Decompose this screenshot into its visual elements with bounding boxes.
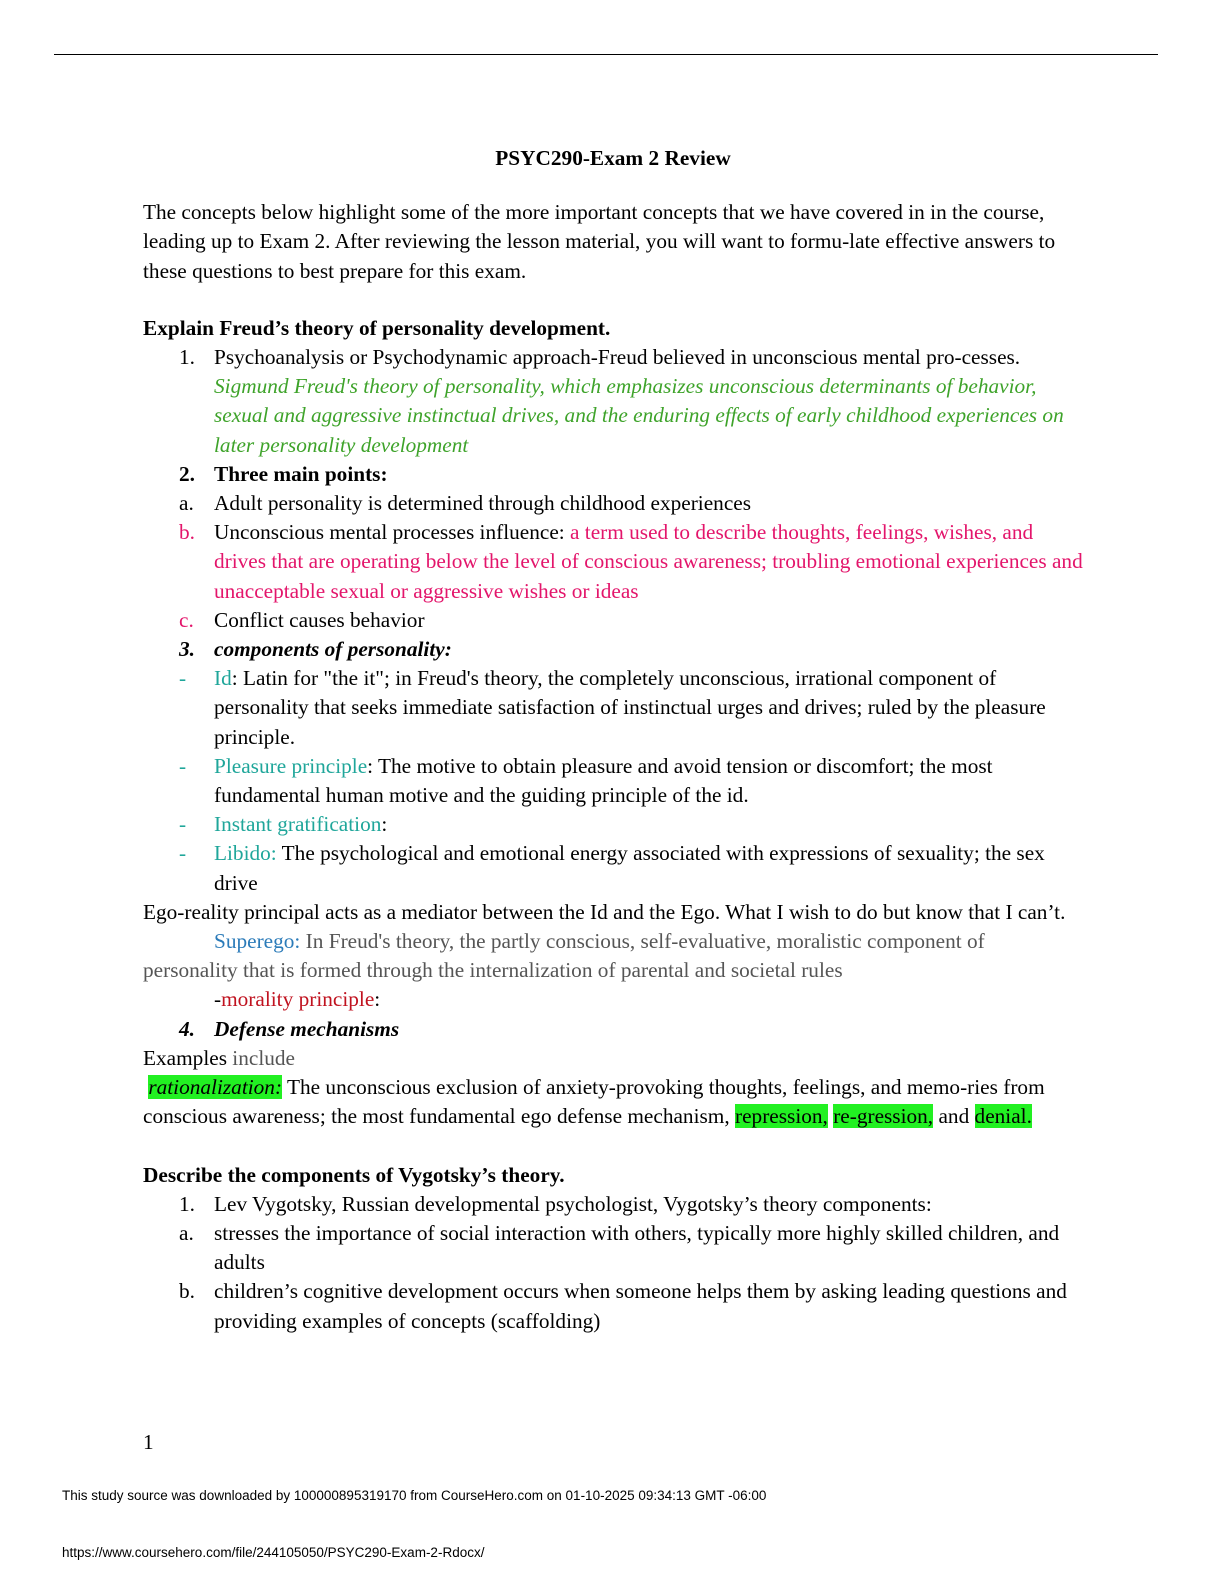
examples-line [143,1044,1083,1073]
unconscious-definition: a term used to describe thoughts, feelings, wishes, and drives that are operating below the level of conscious awareness; troubling emotional experiences and unacceptable sexual or aggressive wishes or ideas [214,520,1083,603]
list-item [143,664,1083,752]
section-heading-vygotsky: Describe the components of Vygotsky’s theory. [143,1162,565,1187]
term-instant-gratification: Instant gratification [214,812,382,837]
definition-instant-gratification: : [381,812,388,837]
definition-repression: The unconscious exclusion of anxiety-provoking thoughts, feelings, and memo-ries from conscious awareness; the most fundamental ego defense mechanism, [143,1075,1045,1129]
list-marker: a. [179,1220,194,1245]
term-id: Id [214,666,232,691]
list-marker: - [179,666,187,691]
list-item-text: components of personality: [214,637,452,662]
list-item [143,518,1083,606]
definition-libido: The psychological and emotional energy associated with expressions of sexuality; the sex drive [214,841,1045,895]
list-item-text: Unconscious mental processes influence: [214,520,565,545]
list-item [143,1015,1083,1044]
term-morality-principle: morality principle [221,987,375,1012]
term-pleasure-principle: Pleasure principle [214,753,368,778]
list-item [143,810,1083,839]
list-marker: 3. [179,637,195,662]
superego-paragraph [143,927,1083,985]
examples-label: Examples [143,1045,227,1070]
list-item-text: children’s cognitive development occurs when someone helps them by asking leading questions and providing examples of concepts (scaffolding) [214,1279,1067,1333]
list-item [143,460,1083,489]
term-rationalization: rationalization: [148,1075,283,1100]
ego-paragraph: Ego-reality principal acts as a mediator between the Id and the Ego. What I wish to do but know that I can’t. [143,899,1066,924]
list-marker: 1. [179,1191,195,1216]
section-heading-freud: Explain Freud’s theory of personality development. [143,315,611,340]
list-item [143,1190,1083,1219]
list-marker: - [179,753,187,778]
list-marker: 1. [179,345,195,370]
defense-mechanisms-paragraph [143,1073,1083,1131]
list-item [143,1277,1083,1335]
list-item [143,635,1083,664]
list-item-text: Conflict causes behavior [214,607,425,632]
list-item-text: Defense mechanisms [214,1016,400,1041]
morality-dash: - [214,987,222,1012]
morality-line [143,985,1083,1014]
list-item [143,1219,1083,1277]
list-marker: a. [179,491,194,516]
list-item [143,489,1083,518]
list-item [143,752,1083,810]
list-item-text: Psychoanalysis or Psychodynamic approach-Freud believed in unconscious mental pro-cesses. [214,345,1021,370]
list-item-text: Adult personality is determined through childhood experiences [214,491,752,516]
highlight-repression: repression, [735,1104,828,1129]
definition-superego: In Freud's theory, the partly conscious, self-evaluative, moralistic component of personality that is formed through the internalization of parental and societal rules [143,929,985,983]
list-item-text: stresses the importance of social interaction with others, typically more highly skilled children, and adults [214,1220,1060,1275]
intro-paragraph: The concepts below highlight some of the more important concepts that we have covered in in the course, leading up to Exam 2. After reviewing the lesson material, you will want to formu-late effective answers to these questions to best prepare for this exam. [143,200,1056,283]
examples-include: include [226,1045,295,1070]
footer-url-link[interactable]: https://www.coursehero.com/file/244105050/PSYC290-Exam-2-Rdocx/ [62,1545,485,1560]
definition-id: : Latin for "the it"; in Freud's theory, the completely unconscious, irrational component of personality that seeks immediate satisfaction of instinctual urges and drives; ruled by the pleasure principle. [214,666,1046,749]
term-libido: Libido: [214,841,277,866]
highlight-denial: denial. [974,1104,1032,1129]
and-text: and [933,1104,975,1129]
footer-source-text: This study source was downloaded by 100000895319170 from CourseHero.com on 01-10-2025 09:34:13 GMT -06:00 [62,1488,767,1503]
top-rule [54,54,1158,55]
list-item-text: Lev Vygotsky, Russian developmental psychologist, Vygotsky’s theory components: [214,1191,932,1216]
list-item-text: Three main points: [214,461,388,486]
page-number: 1 [143,1430,154,1454]
freud-theory-note: Sigmund Freud's theory of personality, which emphasizes unconscious determinants of behavior, sexual and aggressive instinctual drives, and the enduring effects of early childhood experiences on later personality development [214,374,1064,457]
morality-colon: : [374,987,381,1012]
list-marker: - [179,812,187,837]
list-item [143,343,1083,460]
list-marker: c. [179,607,194,632]
list-marker: b. [179,1279,195,1304]
definition-pleasure-principle: : The motive to obtain pleasure and avoid tension or discomfort; the most fundamental human motive and the guiding principle of the id. [214,753,993,808]
document-body [143,140,1083,1336]
list-item [143,606,1083,635]
list-marker: b. [179,520,195,545]
page-title: PSYC290-Exam 2 Review [495,146,731,170]
list-marker: 4. [179,1016,195,1041]
list-item [143,839,1083,897]
highlight-regression: re-gression, [833,1104,934,1129]
list-marker: - [179,841,187,866]
term-superego: Superego: [214,929,301,954]
list-marker: 2. [179,461,195,486]
